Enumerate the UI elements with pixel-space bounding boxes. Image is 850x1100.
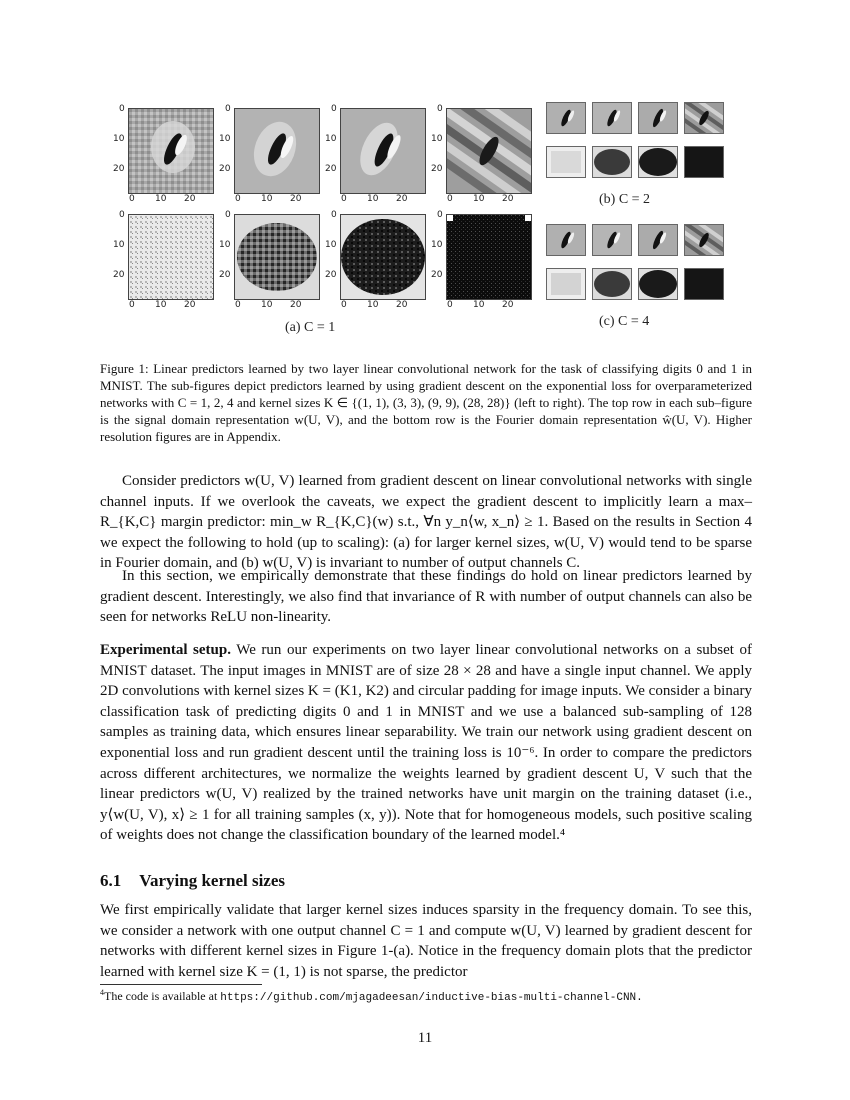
footnote-rule	[100, 984, 262, 985]
signal-image-k1	[129, 109, 213, 193]
y-tick: 20	[113, 270, 125, 280]
fourier-mini-c2	[592, 268, 632, 300]
x-tick: 20	[502, 300, 514, 310]
signal-image-k28	[447, 109, 531, 193]
footnote-text: The code is available at	[104, 989, 218, 1003]
y-tick: 20	[431, 164, 443, 174]
x-tick: 0	[447, 194, 453, 204]
figure-1	[100, 98, 750, 348]
signal-image-k9	[341, 109, 425, 193]
x-tick: 0	[129, 300, 135, 310]
x-tick: 0	[129, 194, 135, 204]
x-tick: 20	[184, 300, 196, 310]
page-number: 11	[417, 1030, 433, 1046]
y-tick: 20	[113, 164, 125, 174]
x-tick: 20	[290, 300, 302, 310]
y-tick: 0	[437, 210, 443, 220]
footnote	[100, 988, 752, 1004]
signal-panel-k9	[340, 108, 426, 194]
fourier-mini-c4	[684, 268, 724, 300]
experimental-setup-text: We run our experiments on two layer linear convolutional networks on a subset of MNIST dataset. The input images in MNIST are of size 28 × 28 and have a single input channel. We apply 2D convolutions with kernel sizes K = (K1, K2) and circular padding for image inputs. We consider a binary classification task of predicting digits 0 and 1 in MNIST and we use a balanced sub-sampling of 128 samples as training data, which ensures linear separability. We train our network using gradient descent on exponential loss and run gradient descent until the training loss is 10⁻⁶. In order to compare the predictors across different architectures, we normalize the weights learned by gradient descent U, V such that the linear predictors w(U, V) realized by the trained networks have unit margin on the training dataset (i.e., y⟨w(U, V), x⟩ ≥ 1 for all training samples (x, y)). Note that for homogeneous models, such positive scaling of weights does not change the classification boundary of the learned model.⁴	[100, 642, 752, 844]
paragraph-experimental-setup	[100, 640, 752, 846]
y-tick: 20	[219, 164, 231, 174]
signal-mini-b4	[684, 102, 724, 134]
footnote-mark: 4	[100, 988, 104, 997]
signal-mini-c2	[592, 224, 632, 256]
y-tick: 10	[113, 134, 125, 144]
section-title: Varying kernel sizes	[139, 871, 286, 890]
fourier-panel-k3	[234, 214, 320, 300]
x-tick: 0	[341, 300, 347, 310]
y-tick: 0	[331, 104, 337, 114]
fourier-image-k3	[235, 215, 319, 299]
fourier-panel-k28	[446, 214, 532, 300]
fourier-mini-b2	[592, 146, 632, 178]
y-tick: 20	[325, 164, 337, 174]
x-tick: 0	[341, 194, 347, 204]
x-tick: 10	[473, 194, 485, 204]
section-heading	[100, 871, 285, 891]
signal-panel-k1	[128, 108, 214, 194]
subcaption-b: (b) C = 2	[599, 192, 651, 207]
y-tick: 20	[325, 270, 337, 280]
y-tick: 0	[119, 210, 125, 220]
x-tick: 20	[396, 194, 408, 204]
y-tick: 20	[431, 270, 443, 280]
fourier-panel-k9	[340, 214, 426, 300]
x-tick: 10	[155, 300, 167, 310]
y-tick: 20	[219, 270, 231, 280]
signal-mini-c4	[684, 224, 724, 256]
y-tick: 10	[431, 134, 443, 144]
x-tick: 20	[502, 194, 514, 204]
y-tick: 0	[225, 210, 231, 220]
x-tick: 10	[367, 300, 379, 310]
x-tick: 10	[367, 194, 379, 204]
y-tick: 10	[219, 240, 231, 250]
fourier-panel-k1	[128, 214, 214, 300]
y-tick: 0	[437, 104, 443, 114]
figure-1a-grid	[100, 98, 530, 313]
x-tick: 0	[447, 300, 453, 310]
signal-image-k3	[235, 109, 319, 193]
x-tick: 0	[235, 300, 241, 310]
paragraph-empirical: In this section, we empirically demonstrate that these findings do hold on linear predictors learned by gradient descent. Interestingly, we also find that invariance of R with number of output channels can also be seen for networks ReLU non-linearity.	[100, 568, 752, 626]
figure-caption: Figure 1: Linear predictors learned by two layer linear convolutional network for the task of classifying digits 0 and 1 in MNIST. The sub-figures depict predictors learned by using gradient descent on the exponential loss for overparameterized networks with C = 1, 2, 4 and kernel sizes K ∈ {(1, 1), (3, 3), (9, 9), (28, 28)} (left to right). The top row in each sub–figure is the signal domain representation w(U, V), and the bottom row is the Fourier domain representation ŵ(U, V). Higher resolution figures are in Appendix.	[100, 361, 752, 444]
y-tick: 0	[119, 104, 125, 114]
footnote-link[interactable]: https://github.com/mjagadeesan/inductive-bias-multi-channel-CNN.	[220, 992, 643, 1004]
y-tick: 0	[225, 104, 231, 114]
y-tick: 10	[219, 134, 231, 144]
signal-mini-c3	[638, 224, 678, 256]
fourier-mini-c1	[546, 268, 586, 300]
y-tick: 0	[331, 210, 337, 220]
paragraph-kernel-sizes: We first empirically validate that larger kernel sizes induces sparsity in the frequency domain. To see this, we consider a network with one output channel C = 1 and compute w(U, V) learned by gradient descent for networks with different kernel sizes in Figure 1-(a). Notice in the frequency domain plots that the predictor learned with kernel size K = (1, 1) is not sparse, the predictor	[100, 902, 752, 980]
fourier-mini-b3	[638, 146, 678, 178]
y-tick: 10	[325, 240, 337, 250]
y-tick: 10	[325, 134, 337, 144]
paragraph-intro: Consider predictors w(U, V) learned from gradient descent on linear convolutional networks with single channel inputs. If we overlook the caveats, we expect the gradient descent to implicitly learn a max–R_{K,C} margin predictor: min_w R_{K,C}(w) s.t., ∀n y_n⟨w, x_n⟩ ≥ 1. Based on the results in Section 4 we expect the following to hold (up to scaling): (a) for larger kernel sizes, w(U, V) would tend to be sparse in Fourier domain, and (b) w(U, V) is invariant to number of output channels C.	[100, 473, 752, 572]
fourier-image-k1	[129, 215, 213, 299]
x-tick: 0	[235, 194, 241, 204]
fourier-mini-b1	[546, 146, 586, 178]
y-tick: 10	[431, 240, 443, 250]
fourier-image-k9	[341, 215, 425, 299]
subcaption-c: (c) C = 4	[599, 314, 650, 329]
signal-mini-c1	[546, 224, 586, 256]
section-number: 6.1	[100, 871, 122, 890]
x-tick: 10	[261, 194, 273, 204]
x-tick: 10	[261, 300, 273, 310]
fourier-mini-b4	[684, 146, 724, 178]
signal-mini-b2	[592, 102, 632, 134]
x-tick: 20	[396, 300, 408, 310]
signal-panel-k3	[234, 108, 320, 194]
x-tick: 10	[155, 194, 167, 204]
subcaption-a: (a) C = 1	[285, 320, 336, 335]
x-tick: 20	[184, 194, 196, 204]
signal-mini-b1	[546, 102, 586, 134]
signal-panel-k28	[446, 108, 532, 194]
experimental-setup-heading: Experimental setup.	[100, 642, 231, 658]
fourier-image-k28	[447, 215, 531, 299]
x-tick: 10	[473, 300, 485, 310]
signal-mini-b3	[638, 102, 678, 134]
fourier-mini-c3	[638, 268, 678, 300]
x-tick: 20	[290, 194, 302, 204]
y-tick: 10	[113, 240, 125, 250]
